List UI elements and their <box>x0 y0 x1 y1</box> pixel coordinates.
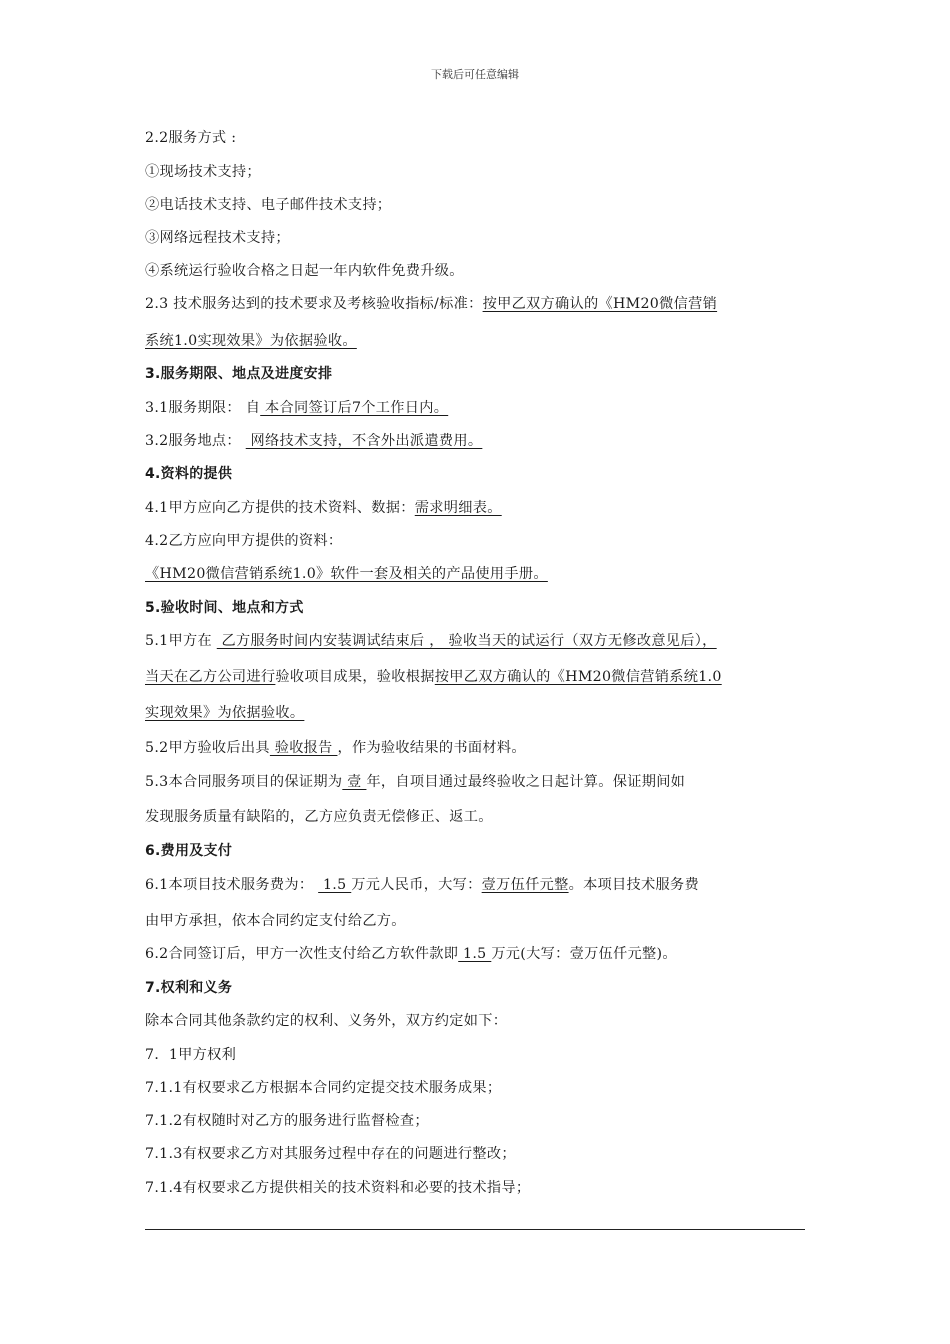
section-2-2-title: 2.2服务方式 : <box>145 130 237 146</box>
section-2-3 <box>145 294 717 314</box>
underlined-text: 按甲乙双方确认的《HM20微信营销 <box>482 296 718 312</box>
list-item: 7.1.3有权要求乙方对其服务过程中存在的问题进行整改； <box>145 1146 516 1162</box>
text: 4.1甲方应向乙方提供的技术资料、数据： <box>145 500 415 516</box>
section-5-2 <box>145 738 526 758</box>
text: 5.1甲方在 <box>145 633 212 649</box>
list-item: ②电话技术支持、电子邮件技术支持； <box>145 197 392 213</box>
list-item: 7.1.2有权随时对乙方的服务进行监督检查； <box>145 1113 429 1129</box>
section-5-3 <box>145 772 685 792</box>
list-item: ③网络远程技术支持； <box>145 230 290 246</box>
underlined-text: 验收报告 <box>269 740 338 756</box>
list-item: 7.1.4有权要求乙方提供相关的技术资料和必要的技术指导； <box>145 1180 531 1196</box>
underlined-text: 乙方服务时间内安装调试结束后 ， 验收当天的试运行（双方无修改意见后）， <box>216 633 717 649</box>
text: 3.1服务期限： 自 <box>145 400 261 416</box>
underlined-text: 实现效果》为依据验收。 <box>145 705 305 721</box>
underlined-text: 壹万伍仟元整 <box>481 877 569 893</box>
section-7-1: 7．1甲方权利 <box>145 1047 237 1063</box>
section-6-1 <box>145 875 699 895</box>
list-item: ①现场技术支持； <box>145 164 261 180</box>
text: 2.3 技术服务达到的技术要求及考核验收指标/标准： <box>145 296 483 312</box>
heading-3: 3.服务期限、地点及进度安排 <box>145 366 333 382</box>
section-3-2 <box>145 431 482 451</box>
heading-6: 6.费用及支付 <box>145 843 233 859</box>
page-header: 下载后可任意编辑 <box>431 68 519 81</box>
section-6-1-cont: 由甲方承担，依本合同约定支付给乙方。 <box>145 913 406 929</box>
underlined-text: 《HM20微信营销系统1.0》软件一套及相关的产品使用手册。 <box>145 566 548 582</box>
list-item: 7.1.1有权要求乙方根据本合同约定提交技术服务成果； <box>145 1080 502 1096</box>
text: ，作为验收结果的书面材料。 <box>337 740 526 756</box>
underlined-text: 壹 <box>342 774 367 790</box>
text: 5.2甲方验收后出具 <box>145 740 270 756</box>
text: 万元人民币，大写： <box>351 877 482 893</box>
section-5-1 <box>145 631 717 651</box>
footer-divider <box>145 1229 805 1230</box>
underlined-text: 系统1.0实现效果》为依据验收。 <box>145 333 357 349</box>
text: 年，自项目通过最终验收之日起计算。保证期间如 <box>366 774 686 790</box>
section-5-1-cont2 <box>145 703 304 723</box>
underlined-text: 1.5 <box>318 877 352 893</box>
text: 6.2合同签订后，甲方一次性支付给乙方软件款即 <box>145 946 459 962</box>
text: 5.3本合同服务项目的保证期为 <box>145 774 343 790</box>
underlined-text: 当天在乙方公司进行 <box>145 669 276 685</box>
text: 万元(大写：壹万伍仟元整)。 <box>491 946 677 962</box>
section-3-1 <box>145 398 448 418</box>
underlined-text: 按甲乙双方确认的《HM20微信营销系统1.0 <box>434 669 722 685</box>
list-item: ④系统运行验收合格之日起一年内软件免费升级。 <box>145 263 464 279</box>
text: 3.2服务地点： <box>145 433 241 449</box>
section-2-3-cont <box>145 331 357 351</box>
underlined-text: 网络技术支持，不含外出派遣费用。 <box>245 433 483 449</box>
text: 6.1本项目技术服务费为： <box>145 877 314 893</box>
section-4-2-item <box>145 564 548 584</box>
heading-7: 7.权利和义务 <box>145 980 233 996</box>
section-5-3-cont: 发现服务质量有缺陷的，乙方应负责无偿修正、返工。 <box>145 809 493 825</box>
underlined-text: 本合同签订后7个工作日内。 <box>260 400 449 416</box>
section-7-intro: 除本合同其他条款约定的权利、义务外，双方约定如下： <box>145 1013 508 1029</box>
underlined-text: 1.5 <box>458 946 492 962</box>
section-6-2 <box>145 944 677 964</box>
section-5-1-cont <box>145 667 722 687</box>
heading-4: 4.资料的提供 <box>145 466 233 482</box>
heading-5: 5.验收时间、地点和方式 <box>145 600 304 616</box>
text: 验收项目成果，验收根据 <box>275 669 435 685</box>
text: 。本项目技术服务费 <box>568 877 699 893</box>
section-4-1 <box>145 498 502 518</box>
section-4-2: 4.2乙方应向甲方提供的资料： <box>145 533 343 549</box>
underlined-text: 需求明细表。 <box>414 500 502 516</box>
